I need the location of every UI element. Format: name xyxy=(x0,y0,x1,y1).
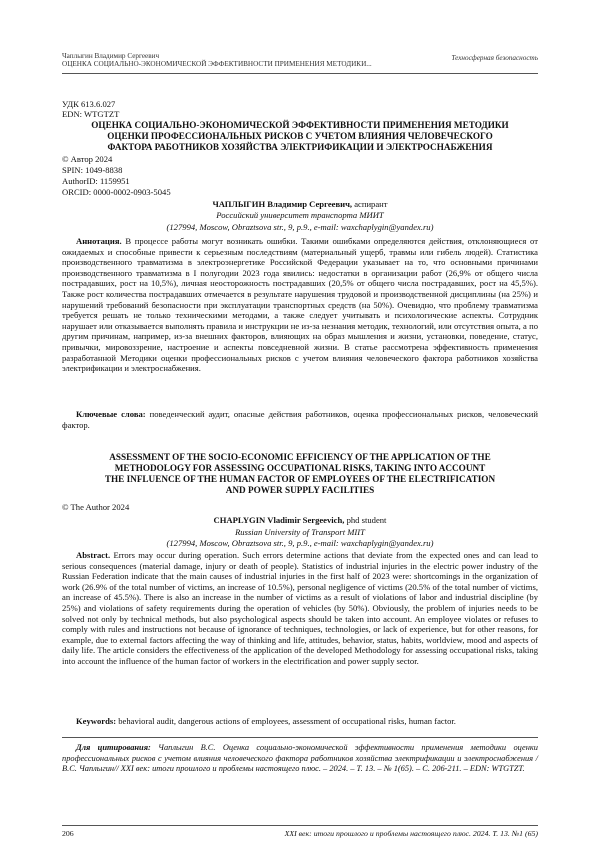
en-affiliation: Russian University of Transport MIIT xyxy=(235,527,365,537)
ru-author-name: ЧАПЛЫГИН Владимир Сергеевич, xyxy=(212,199,353,209)
ru-keywords xyxy=(62,409,538,430)
en-abstract-label: Abstract. xyxy=(76,550,111,560)
en-abstract-text: Errors may occur during operation. Such errors determine actions that deviate from the expected ones and can lead to serious consequences (material damage, injury or death of people). Statistics of industrial injuries in the electric power industry of the Russian Federation indicate that the main causes of industrial injuries in the first half of 2023 were: shortcomings in the organization of work (26.9% of the total number of victims, an increase of 10.5%), personal negligence of victims (20.5% of the total number of victims, an increase of 45.5%). There is also an increase in the number of victims as a result of violations of labor and industrial discipline (by 25%) and violations of safety requirements during the operation of vehicles (by 50%). Obviously, the problem of injuries needs to be solved not only by technical methods, but also psychological aspects should be taken into account. An employee violates or refuses to comply with rules and instructions not because of ignorance of techniques, technologies, or lack of experience, but for other reasons, for example, due to external factors affecting the way of thinking and life, attitudes, behavior, status, habits, worldview, mood and aspects of daily life. The article considers the effectiveness of the application of the developed Methodology for assessing occupational risks, taking into account the influence of the human factor of workers in the electrification and power supply sector. xyxy=(62,550,538,666)
ru-copyright: © Автор 2024 xyxy=(62,154,113,164)
en-title-line: THE INFLUENCE OF THE HUMAN FACTOR OF EMPLOYEES OF THE ELECTRIFICATION xyxy=(104,474,496,484)
en-abstract xyxy=(62,550,538,667)
ru-keywords-label: Ключевые слова: xyxy=(76,409,146,419)
en-keywords xyxy=(62,716,538,727)
citation-divider xyxy=(62,737,538,738)
ru-affiliation: Российский университет транспорта МИИТ xyxy=(216,210,384,220)
ru-keywords-text: поведенческий аудит, опасные действия работников, оценка профессиональных рисков, человеческий фактор. xyxy=(62,409,538,430)
en-title-line: METHODOLOGY FOR ASSESSING OCCUPATIONAL RISKS, TAKING INTO ACCOUNT xyxy=(114,463,486,473)
en-copyright: © The Author 2024 xyxy=(62,502,130,512)
en-author-role: phd student xyxy=(344,515,387,525)
header-divider xyxy=(62,73,538,74)
citation-block xyxy=(62,743,538,775)
article-page xyxy=(62,0,538,848)
ru-abstract xyxy=(62,236,538,374)
footer-divider xyxy=(62,825,538,826)
citation-text: Чаплыгин В.С. Оценка социально-экономической эффективности применения методики оценки профессиональных рисков с учетом влияния человеческого фактора работников хозяйства электрификации и электроснабжения / В.С. Чаплыгин// XXI век: итоги прошлого и проблемы настоящего плюс. – 2024. – Т. 13. – № 1(65). – С. 206-211. – EDN: WTGTZT. xyxy=(62,743,538,774)
en-address: (127994, Moscow, Obraztsova str., 9, p.9., e-mail: waxchaplygin@yandex.ru) xyxy=(166,538,434,548)
page-number: 206 xyxy=(62,829,74,838)
ru-address: (127994, Moscow, Obraztsova str., 9, p.9., e-mail: waxchaplygin@yandex.ru) xyxy=(166,222,434,232)
journal-name: XXI век: итоги прошлого и проблемы настоящего плюс. 2024. Т. 13. №1 (65) xyxy=(284,829,538,838)
ru-title-line: ОЦЕНКИ ПРОФЕССИОНАЛЬНЫХ РИСКОВ С УЧЕТОМ ВЛИЯНИЯ ЧЕЛОВЕЧЕСКОГО xyxy=(107,131,493,141)
en-title-line: AND POWER SUPPLY FACILITIES xyxy=(225,485,375,495)
header-section: Техносферная безопасность xyxy=(451,54,538,62)
author-id: AuthorID: 1159951 xyxy=(62,176,130,186)
spin-id: SPIN: 1049-8838 xyxy=(62,165,123,175)
en-title-line: ASSESSMENT OF THE SOCIO-ECONOMIC EFFICIENCY OF THE APPLICATION OF THE xyxy=(109,452,491,462)
ru-title-line: ОЦЕНКА СОЦИАЛЬНО-ЭКОНОМИЧЕСКОЙ ЭФФЕКТИВНОСТИ ПРИМЕНЕНИЯ МЕТОДИКИ xyxy=(91,120,509,130)
en-author-line xyxy=(62,515,538,525)
en-author-name: CHAPLYGIN Vladimir Sergeevich, xyxy=(213,515,345,525)
ru-author-line xyxy=(62,199,538,209)
edn-code: EDN: WTGTZT xyxy=(62,109,120,119)
udk-code: УДК 613.6.027 xyxy=(62,99,116,109)
ru-title xyxy=(62,120,538,153)
en-title xyxy=(62,452,538,496)
header-short-title: ОЦЕНКА СОЦИАЛЬНО-ЭКОНОМИЧЕСКОЙ ЭФФЕКТИВНОСТИ ПРИМЕНЕНИЯ МЕТОДИКИ... xyxy=(62,60,372,69)
orcid-id: ORCID: 0000-0002-0903-5045 xyxy=(62,187,171,197)
citation-label: Для цитирования: xyxy=(76,743,151,752)
en-keywords-text: behavioral audit, dangerous actions of employees, assessment of occupational risks, human factor. xyxy=(116,716,456,726)
running-footer xyxy=(62,829,538,838)
ru-author-role: аспирант xyxy=(352,199,388,209)
ru-title-line: ФАКТОРА РАБОТНИКОВ ХОЗЯЙСТВА ЭЛЕКТРИФИКАЦИИ И ЭЛЕКТРОСНАБЖЕНИЯ xyxy=(107,142,493,152)
en-keywords-label: Keywords: xyxy=(76,716,117,726)
ru-abstract-text: В процессе работы могут возникать ошибки. Такими ошибками определяются действия, отклоняющиеся от ожидаемых и способные привести к серьезным последствиям (материальный ущерб, травмы или гибель людей). Статистика производственного травматизма в электроэнергетике Российской Федерации указывает на то, что основными причинами производственного травматизма в I полугодии 2023 года явились: недостатки в организации работ (26,9% от общего числа пострадавших, рост на 10,5%), личная неосторожность пострадавших (20,5% от общего числа пострадавших, рост на 45,5%). Также рост количества пострадавших отмечается в результате нарушения трудовой и производственной дисциплины (на 25%) и нарушений требований безопасности при эксплуатации транспортных средств (на 50%). Очевидно, что проблему травматизма требуется решать не только техническими методами, а также следует учитывать и психологические аспекты. Сотрудник нарушает или отказывается выполнять правила и инструкции не из-за незнания методик, технологий, или отсутствия опыта, а по другим причинам, например, из-за внешних факторов, влияющих на образ мышления и жизни, установки, поведение, статус, привычки, мировоззрение, настроение и аспекты повседневной жизни. В статье рассмотрена эффективность применения разработанной Методики оценки профессиональных рисков с учетом влияния человеческого фактора работников хозяйства электрификации и электроснабжения. xyxy=(62,236,538,374)
ru-abstract-label: Аннотация. xyxy=(76,236,122,246)
header-author: Чаплыгин Владимир Сергеевич xyxy=(62,52,160,60)
running-header xyxy=(62,52,538,69)
